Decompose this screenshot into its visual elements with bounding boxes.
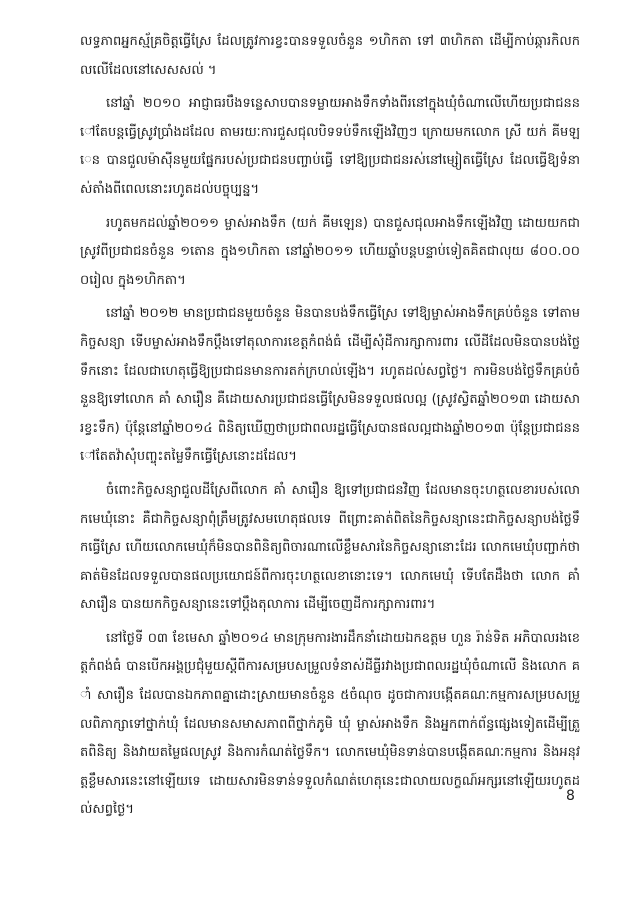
paragraph-2: នៅឆ្នាំ ២០១០ អាជ្ញាធរបឹងទន្លេសាបបានទម្លាយអាងទឹកទាំងពីរនៅក្នុងឃុំចំណាលើហើយប្រជាជននៅតែបន្តធ្វើស្រូវប្រាំងដដែល តាមរយៈការជួសជុលបិទទប់ទឹកឡើងវិញៗ ក្រោយមកលោក ស្រី យក់ គីមឡេន បានជួលម៉ាស៊ីនមួយផ្នែករបស់ប្រជាជនបញ្ចាប់ធ្វើ ទៅឱ្យប្រជាជនរស់នៅម្សៀតធ្វើស្រែ ដែលធ្វើឱ្យទំនាស់តាំងពីពេលនោះរហូតដល់បច្ចុប្បន្ន។ — [80, 96, 580, 197]
document-body — [80, 28, 580, 830]
paragraph-3: រហូតមកដល់ឆ្នាំ២០១១ ម្ចាស់អាងទឹក (យក់ គីមឡេន) បានជួសជុលអាងទឹកឡើងវិញ ដោយយកជាស្រូវពីប្រជាជនចំនួន ១តោន ក្នុង១ហិកតា នៅឆ្នាំ២០១១ ហើយឆ្នាំបន្តបន្ទាប់ទៀតគិតជាលុយ ៨០០.០០០រៀល ក្នុង១ហិកតា។ — [80, 215, 580, 288]
paragraph-1: លទ្ធភាពអ្នកស្ម័គ្រចិត្តធ្វើស្រែ ដែលត្រូវការខ្វះបានទទួលចំនួន ១ហិកតា ទៅ ៣ហិកតា ដើម្បីកាប់ឆ្ការកិលកលលើដែលនៅសេសសល់ ។ — [80, 34, 580, 78]
page-number: 8 — [566, 788, 575, 804]
paragraph-4: នៅឆ្នាំ ២០១២ មានប្រជាជនមួយចំនួន មិនបានបង់ទឹកធ្វើស្រែ ទៅឱ្យម្ចាស់អាងទឹកគ្រប់ចំនួន ទៅតាមកិច្ចសន្យា ទើបម្ចាស់អាងទឹកប្តឹងទៅតុលាការខេត្តកំពង់ធំ ដើម្បីសុំដីការក្សាការពារ លើដីដែលមិនបានបង់ថ្លៃទឹកនោះ ដែលជាហេតុធ្វើឱ្យប្រជាជនមានការតក់ក្រហល់ឡើង។ រហូតដល់សព្វថ្ងៃ។ ការមិនបង់ថ្លៃទឹកគ្រប់ចំនួនឱ្យទៅលោក គាំ សារឿន គឺដោយសារប្រជាជនធ្វើស្រែមិនទទួលផលល្អ (ស្រូវស្វិតឆ្នាំ២០១៣ ដោយសារខ្វះទឹក) ប៉ុន្តែនៅឆ្នាំ២០១៤ ពិនិត្យឃើញថាប្រជាពលរដ្ឋធ្វើស្រែបានផលល្អជាងឆ្នាំ២០១៣ ប៉ុន្តែប្រជាជននៅតែតវ៉ាសុំបញ្ចុះតម្លៃទឹកធ្វើស្រែនោះដដែល។ — [80, 306, 580, 465]
paragraph-5: ចំពោះកិច្ចសន្យាជួលដីស្រែពីលោក គាំ សារឿន ឱ្យទៅប្រជាជនវិញ ដែលមានចុះហត្ថលេខារបស់លោកមេឃុំនោះ គឺជាកិច្ចសន្យាពុំត្រឹមត្រូវសមហេតុផលទេ ពីព្រោះគាត់ពិតនៃកិច្ចសន្យានេះជាកិច្ចសន្យាបង់ថ្លៃទឹកធ្វើស្រែ ហើយលោកមេឃុំក៏មិនបានពិនិត្យពិចារណាលើខ្លឹមសារនៃកិច្ចសន្យានោះដែរ លោកមេឃុំបញ្ជាក់ថា គាត់មិនដែលទទួលបានផលប្រយោជន៍ពីការចុះហត្ថលេខានោះទេ។ លោកមេឃុំ ទើបតែដឹងថា លោក គាំ សារឿន បានយកកិច្ចសន្យានេះទៅប្តឹងតុលាការ ដើម្បីចេញដីការក្សាការពារ។ — [80, 482, 580, 613]
paragraph-6: នៅថ្ងៃទី ០៣ ខែមេសា ឆ្នាំ២០១៤ មានក្រុមការងារដឹកនាំដោយឯកឧត្តម ហួន រ៉ាន់ទិត អភិបាលរងខេត្តកំពង់ធំ បានបើកអង្គប្រជុំមួយស្តីពីការសម្របសម្រួលទំនាស់ដីធ្លីរវាងប្រជាពលរដ្ឋឃុំចំណាលើ និងលោក គាំ សារឿន ដែលបានឯកភាពគ្នាដោះស្រាយមានចំនួន ៥ចំណុច ដូចជាការបង្កើតគណៈកម្មការសម្របសម្រួលពិភាក្សាទៅថ្នាក់ឃុំ ដែលមានសមាសភាពពីថ្នាក់ភូមិ ឃុំ ម្ចាស់អាងទឹក និងអ្នកពាក់ព័ន្ធផ្សេងទៀតដើម្បីត្រួតពិនិត្យ និងវាយតម្លៃផលស្រូវ និងការកំណត់ថ្លៃទឹក។ លោកមេឃុំមិនទាន់បានបង្កើតគណៈកម្មការ និងអនុវត្តខ្លឹមសារនេះនៅឡើយទេ ដោយសារមិនទាន់ទទួលកំណត់ហេតុនេះជាលាយលក្ខណ៍អក្សរនៅឡើយរហូតដល់សព្វថ្ងៃ។ — [80, 630, 580, 818]
